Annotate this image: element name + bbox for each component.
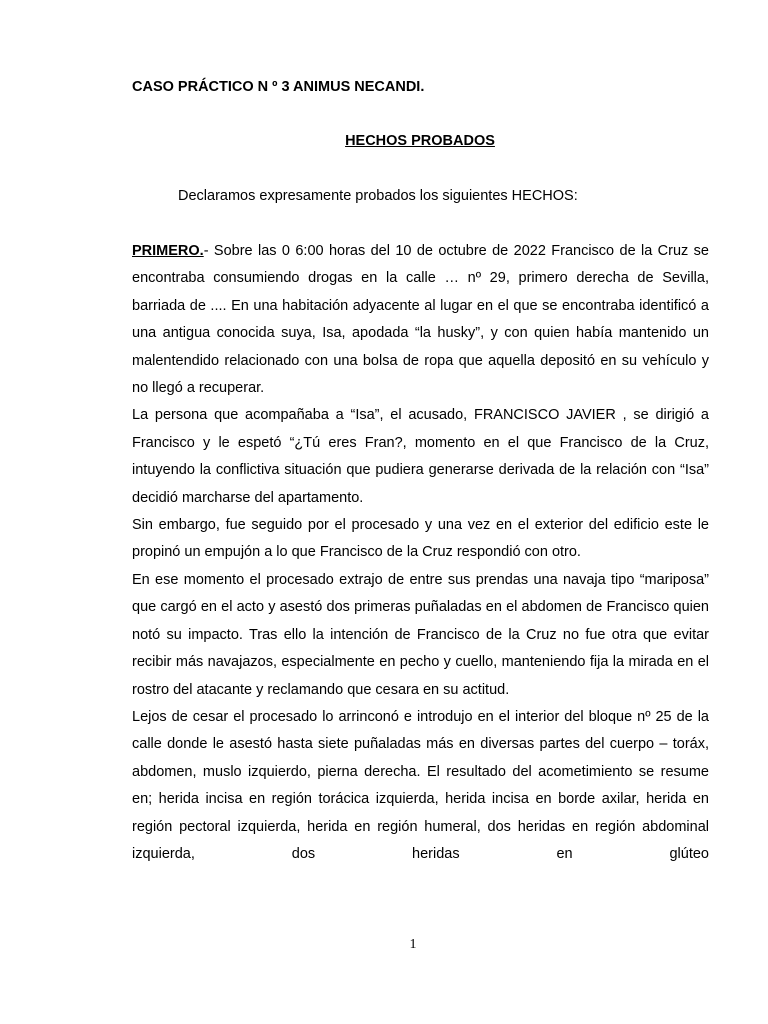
paragraph: En ese momento el procesado extrajo de entre sus prendas una navaja tipo “mariposa” que cargó en el acto y asestó dos primeras puñaladas en el abdomen de Francisco quien notó su impacto. Tras ello la intención de Francisco de la Cruz no fue otra que evitar recibir más navajazos, especialmente en pecho y cuello, manteniendo fija la mirada en el rostro del atacante y reclamando que cesara en su actitud. <box>132 571 709 698</box>
document-body <box>132 238 709 910</box>
paragraph: Lejos de cesar el procesado lo arrinconó e introdujo en el interior del bloque nº 25 de la calle donde le asestó hasta siete puñaladas más en diversas partes del cuerpo – toráx, abdomen, muslo izquierdo, pierna derecha. El resultado del acometimiento se resume en; herida incisa en región torácica izquierda, herida incisa en borde axilar, herida en región pectoral izquierda, herida en región humeral, dos heridas en región abdominal izquierda, dos heridas en glúteo <box>132 708 709 862</box>
paragraph: La persona que acompañaba a “Isa”, el acusado, FRANCISCO JAVIER , se dirigió a Francisco y le espetó “¿Tú eres Fran?, momento en el que Francisco de la Cruz, intuyendo la conflictiva situación que pudiera generarse derivada de la relación con “Isa” decidió marcharse del apartamento. <box>132 407 709 506</box>
paragraph: Sin embargo, fue seguido por el procesado y una vez en el exterior del edificio este le propinó un empujón a lo que Francisco de la Cruz respondió con otro. <box>132 517 709 561</box>
section-heading: HECHOS PROBADOS <box>345 133 495 149</box>
document-title: CASO PRÁCTICO N º 3 ANIMUS NECANDI. <box>132 79 425 95</box>
paragraph-lead: PRIMERO. <box>132 243 204 259</box>
paragraph-text: - Sobre las 0 6:00 horas del 10 de octubre de 2022 Francisco de la Cruz se encontraba consumiendo drogas en la calle … nº 29, primero derecha de Sevilla, barriada de .... En una habitación adyacente al lugar en el que se encontraba identificó a una antigua conocida suya, Isa, apodada “la husky”, y con quien había mantenido un malentendido relacionado con una bolsa de ropa que aquella depositó en su vehículo y no llegó a recuperar. <box>132 243 709 397</box>
page-number: 1 <box>409 937 417 952</box>
intro-sentence: Declaramos expresamente probados los siguientes HECHOS: <box>178 188 578 204</box>
paragraph-primero <box>132 238 709 402</box>
